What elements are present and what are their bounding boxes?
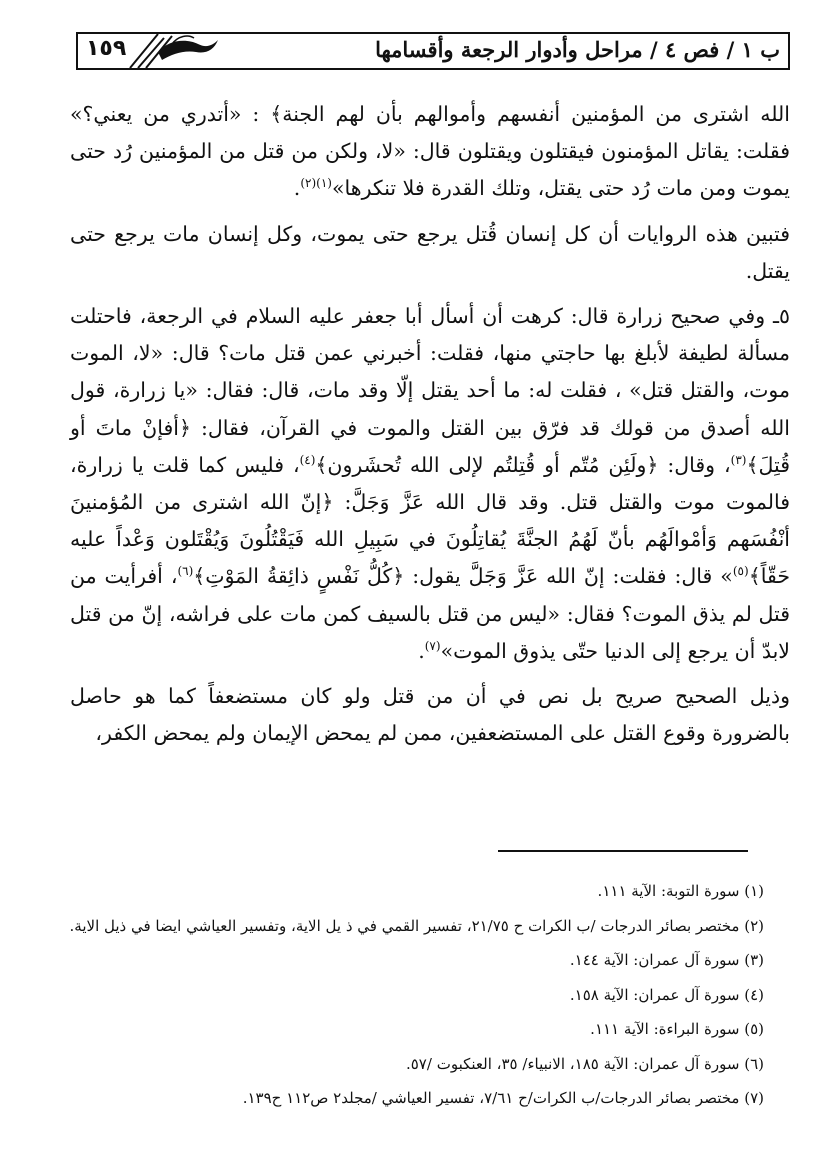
paragraph-3-part-2: ، وقال: ﴿ولَئِن مُتّم أو قُتِلتُم لإلى الله تُحشَرون﴾ [315,452,731,477]
paragraph-3-part-3: ، فليس كما قلت يا زرارة، فالموت موت والقتل قتل. وقد قال الله عَزَّ وَجَلَّ: ﴿إنّ الله اشترى من المُؤمنينَ أنْفُسَهم وَأمْوالَهُم بأنّ لَهُمُ الجنَّةَ يُقاتِلُونَ في سَبِيلِ الله فَيَقْتُلُونَ وَيُقْتَلون وَعْداً عليه حَقّاً﴾ [70,452,790,589]
footnote-7: (٧) مختصر بصائر الدرجات/ب الكرات/ح ٧/٦١، تفسير العياشي /مجلد٢ ص١١٢ ح١٣٩. [242,1089,764,1107]
paragraph-3-part-1: ٥ـ وفي صحيح زرارة قال: كرهت أن أسأل أبا جعفر عليه السلام في الرجعة، فاحتلت مسألة لطيفة لأبلغ بها حاجتي منها، فقلت: أخبرني عمن قتل مات؟ قال: «لا، الموت موت، والقتل قتل» ، فقلت له: ما أحد يقتل إلّا وقد مات، قال: فقال: «يا زرارة، قول الله أصدق من قولك قد فرّق بين القتل والموت في القرآن، فقال: ﴿أفإنْ ماتَ أو قُتِلَ﴾ [70,304,790,477]
footnote-ref-5: (٥) [732,564,749,579]
paragraph-2: فتبين هذه الروايات أن كل إنسان قُتل يرجع حتى يموت، وكل إنسان مات يرجع حتى يقتل. [70,221,790,283]
running-header [76,32,790,70]
footnote-3: (٣) سورة آل عمران: الآية ١٤٤. [569,951,764,969]
footnote-2: (٢) مختصر بصائر الدرجات /ب الكرات ح ٢١/٧٥، تفسير القمي في ذ يل الاية، وتفسير العياشي ايضا في ذيل الاية. [69,916,764,935]
header-left-edge [76,32,78,70]
footnote-1: (١) سورة التوبة: الآية ١١١. [597,882,764,900]
header-ornament-icon [128,30,220,70]
page-number: ١٥٩ [86,36,127,61]
header-right-edge [788,32,790,70]
footnote-divider [498,850,748,852]
footnote-ref-3: (٣) [730,453,747,467]
paragraph-3-end: . [418,638,425,663]
paragraph-1 [70,96,790,208]
footnote-5: (٥) سورة البراءة: الآية ١١١. [590,1020,764,1038]
footnote-ref-1: (١) [316,176,332,191]
footnotes [70,874,764,1116]
footnote-ref-7: (٧) [424,639,441,654]
footnote-ref-6: (٦) [177,564,194,579]
paragraph-4: وذيل الصحيح صريح بل نص في أن من قتل ولو كان مستضعفاً كما هو حاصل بالضرورة وقوع القتل على المستضعفين، ممن لم يمحض الإيمان ولم يمحض الكفر، [70,684,790,746]
chapter-title: ب ١ / فص ٤ / مراحل وأدوار الرجعة وأقسامها [375,37,780,62]
paragraph-3-part-5: ، أفرأيت من قتل لم يذق الموت؟ فقال: «ليس من قتل بالسيف كمن مات على فراشه، إنّ من قتل لابدّ أن يرجع إلى الدنيا حتّى يذوق الموت» [70,564,790,663]
main-text [70,96,790,752]
paragraph-1-text: الله اشترى من المؤمنين أنفسهم وأموالهم بأن لهم الجنة﴾ : «أتدري من يعني؟» فقلت: يقاتل المؤمنون فيقتلون ويقتلون قال: «لا، ولكن من قتل من المؤمنين رُد حتى يموت ومن مات رُد حتى يقتل، وتلك القدرة فلا تنكرها» [70,102,790,201]
footnote-4: (٤) سورة آل عمران: الآية ١٥٨. [569,985,764,1004]
paragraph-1-end: . [293,176,301,201]
footnote-6: (٦) سورة آل عمران: الآية ١٨٥، الانبياء/ ٣٥، العنكبوت /٥٧. [405,1054,764,1073]
footnote-ref-4: (٤) [299,453,316,467]
paragraph-3-part-4: » قال: فقلت: إنّ الله عَزَّ وَجَلَّ يقول: ﴿كُلُّ نَفْسٍ ذائِقةُ المَوْتِ﴾ [193,564,733,589]
footnote-ref-2: (٢) [300,176,317,191]
paragraph-3 [70,298,790,670]
